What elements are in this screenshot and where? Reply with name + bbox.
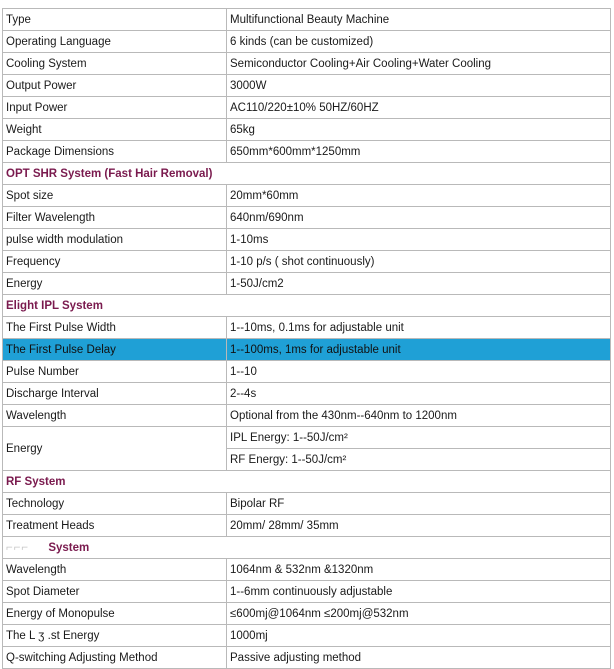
table-row <box>3 383 611 405</box>
spec-value: 1-10 p/s ( shot continuously) <box>227 251 611 273</box>
table-row <box>3 119 611 141</box>
spec-value: ≤600mj@1064nm ≤200mj@532nm <box>227 603 611 625</box>
section-heading <box>3 295 611 317</box>
table-row <box>3 53 611 75</box>
section-heading <box>3 537 611 559</box>
spec-value: 6 kinds (can be customized) <box>227 31 611 53</box>
section-row-elight-ipl-system <box>3 295 611 317</box>
section-heading-label: OPT SHR System (Fast Hair Removal) <box>6 167 213 180</box>
spec-value: 2--4s <box>227 383 611 405</box>
section-heading-label: System <box>48 541 90 554</box>
spec-label: Weight <box>3 119 227 141</box>
table-row <box>3 559 611 581</box>
spec-value: 640nm/690nm <box>227 207 611 229</box>
spec-label: Package Dimensions <box>3 141 227 163</box>
spec-value: 20mm/ 28mm/ 35mm <box>227 515 611 537</box>
spec-label: pulse width modulation <box>3 229 227 251</box>
table-row <box>3 603 611 625</box>
table-row <box>3 625 611 647</box>
spec-value: 65kg <box>227 119 611 141</box>
table-row <box>3 207 611 229</box>
spec-label: Energy <box>3 273 227 295</box>
table-row <box>3 9 611 31</box>
table-row <box>3 141 611 163</box>
spec-label: Output Power <box>3 75 227 97</box>
table-row <box>3 647 611 669</box>
spec-label: Energy <box>3 427 227 471</box>
spec-label: Wavelength <box>3 559 227 581</box>
spec-label: The L ʒ .st Energy <box>3 625 227 647</box>
spec-label: Input Power <box>3 97 227 119</box>
table-row <box>3 251 611 273</box>
spec-label: Wavelength <box>3 405 227 427</box>
table-row <box>3 427 611 449</box>
section-row-rf-system <box>3 471 611 493</box>
spec-label: Operating Language <box>3 31 227 53</box>
spec-value: 1-50J/cm2 <box>227 273 611 295</box>
table-row <box>3 515 611 537</box>
table-row <box>3 361 611 383</box>
spec-label: Frequency <box>3 251 227 273</box>
spec-label: Q-switching Adjusting Method <box>3 647 227 669</box>
spec-label: Spot size <box>3 185 227 207</box>
spec-value: 650mm*600mm*1250mm <box>227 141 611 163</box>
spec-value: 1--6mm continuously adjustable <box>227 581 611 603</box>
spec-label: The First Pulse Width <box>3 317 227 339</box>
section-heading-label: RF System <box>6 475 66 488</box>
spec-value: 1000mj <box>227 625 611 647</box>
spec-value: RF Energy: 1--50J/cm² <box>227 449 611 471</box>
spec-label: Energy of Monopulse <box>3 603 227 625</box>
section-heading <box>3 163 611 185</box>
table-row <box>3 581 611 603</box>
spec-label: Pulse Number <box>3 361 227 383</box>
table-row <box>3 229 611 251</box>
table-row <box>3 185 611 207</box>
spec-value: 1064nm & 532nm &1320nm <box>227 559 611 581</box>
table-row <box>3 273 611 295</box>
spec-table-body <box>3 9 611 669</box>
spec-table <box>2 8 611 669</box>
spec-label: Cooling System <box>3 53 227 75</box>
section-row-system <box>3 537 611 559</box>
garbled-prefix: ⌐⌐⌐ <box>6 541 30 554</box>
spec-value: AC110/220±10% 50HZ/60HZ <box>227 97 611 119</box>
spec-value: Multifunctional Beauty Machine <box>227 9 611 31</box>
table-row <box>3 405 611 427</box>
section-heading-label: Elight IPL System <box>6 299 103 312</box>
section-row-opt-shr-system-fast-hair-removal <box>3 163 611 185</box>
spec-value: Passive adjusting method <box>227 647 611 669</box>
table-row <box>3 317 611 339</box>
spec-value: IPL Energy: 1--50J/cm² <box>227 427 611 449</box>
spec-label: Treatment Heads <box>3 515 227 537</box>
spec-value: 1--10 <box>227 361 611 383</box>
spec-value: Semiconductor Cooling+Air Cooling+Water Cooling <box>227 53 611 75</box>
section-heading <box>3 471 611 493</box>
spec-value: 20mm*60mm <box>227 185 611 207</box>
table-row <box>3 339 611 361</box>
spec-label: Spot Diameter <box>3 581 227 603</box>
table-row <box>3 31 611 53</box>
table-row <box>3 97 611 119</box>
table-row <box>3 493 611 515</box>
spec-label: Type <box>3 9 227 31</box>
spec-label: Filter Wavelength <box>3 207 227 229</box>
spec-value: Bipolar RF <box>227 493 611 515</box>
spec-value: 3000W <box>227 75 611 97</box>
spec-label: The First Pulse Delay <box>3 339 227 361</box>
spec-value: 1--10ms, 0.1ms for adjustable unit <box>227 317 611 339</box>
spec-value: 1--100ms, 1ms for adjustable unit <box>227 339 611 361</box>
table-row <box>3 75 611 97</box>
spec-label: Technology <box>3 493 227 515</box>
spec-value: 1-10ms <box>227 229 611 251</box>
spec-label: Discharge Interval <box>3 383 227 405</box>
spec-value: Optional from the 430nm--640nm to 1200nm <box>227 405 611 427</box>
